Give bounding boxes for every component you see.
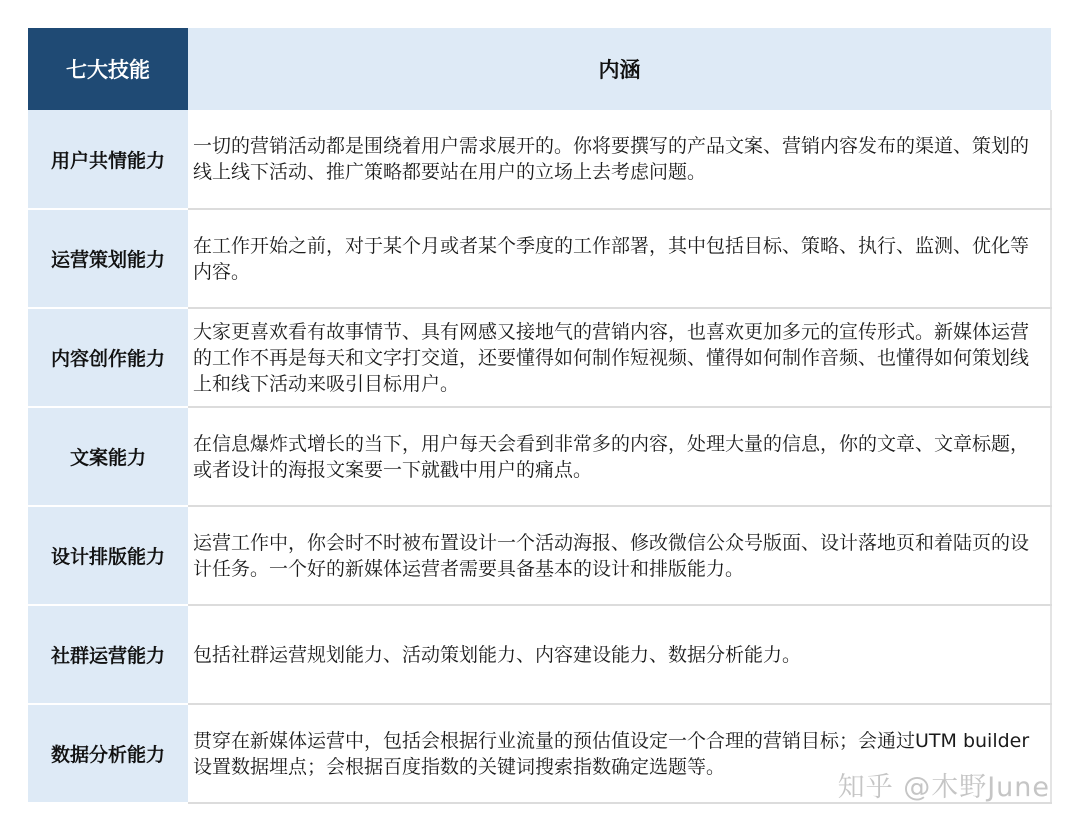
- header-content: 内涵: [188, 28, 1051, 110]
- skill-name: 社群运营能力: [28, 605, 188, 704]
- skill-description: 大家更喜欢看有故事情节、具有网感又接地气的营销内容，也喜欢更加多元的宣传形式。新媒体运营的工作不再是每天和文字打交道，还要懂得如何制作短视频、懂得如何制作音频、也懂得如何策划线上和线下活动来吸引目标用户。: [188, 308, 1051, 407]
- table-row: [28, 308, 1051, 407]
- skill-name: 用户共情能力: [28, 110, 188, 209]
- table-header-row: [28, 28, 1051, 110]
- skill-description: 贯穿在新媒体运营中，包括会根据行业流量的预估值设定一个合理的营销目标；会通过UTM builder设置数据埋点；会根据百度指数的关键词搜索指数确定选题等。: [188, 704, 1051, 803]
- skill-name: 文案能力: [28, 407, 188, 506]
- table-row: [28, 209, 1051, 308]
- skill-name: 内容创作能力: [28, 308, 188, 407]
- skill-name: 运营策划能力: [28, 209, 188, 308]
- header-skill: 七大技能: [28, 28, 188, 110]
- table-row: [28, 110, 1051, 209]
- skill-name: 设计排版能力: [28, 506, 188, 605]
- skill-description: 运营工作中，你会时不时被布置设计一个活动海报、修改微信公众号版面、设计落地页和着陆页的设计任务。一个好的新媒体运营者需要具备基本的设计和排版能力。: [188, 506, 1051, 605]
- skill-name: 数据分析能力: [28, 704, 188, 803]
- table-row: [28, 407, 1051, 506]
- skill-description: 在信息爆炸式增长的当下，用户每天会看到非常多的内容，处理大量的信息，你的文章、文章标题，或者设计的海报文案要一下就戳中用户的痛点。: [188, 407, 1051, 506]
- skill-description: 一切的营销活动都是围绕着用户需求展开的。你将要撰写的产品文案、营销内容发布的渠道、策划的线上线下活动、推广策略都要站在用户的立场上去考虑问题。: [188, 110, 1051, 209]
- table-row: [28, 605, 1051, 704]
- watermark: 知乎 @木野June: [837, 772, 1050, 803]
- skill-description: 在工作开始之前，对于某个月或者某个季度的工作部署，其中包括目标、策略、执行、监测、优化等内容。: [188, 209, 1051, 308]
- skills-table: [28, 28, 1052, 804]
- table-row: [28, 506, 1051, 605]
- skill-description: 包括社群运营规划能力、活动策划能力、内容建设能力、数据分析能力。: [188, 605, 1051, 704]
